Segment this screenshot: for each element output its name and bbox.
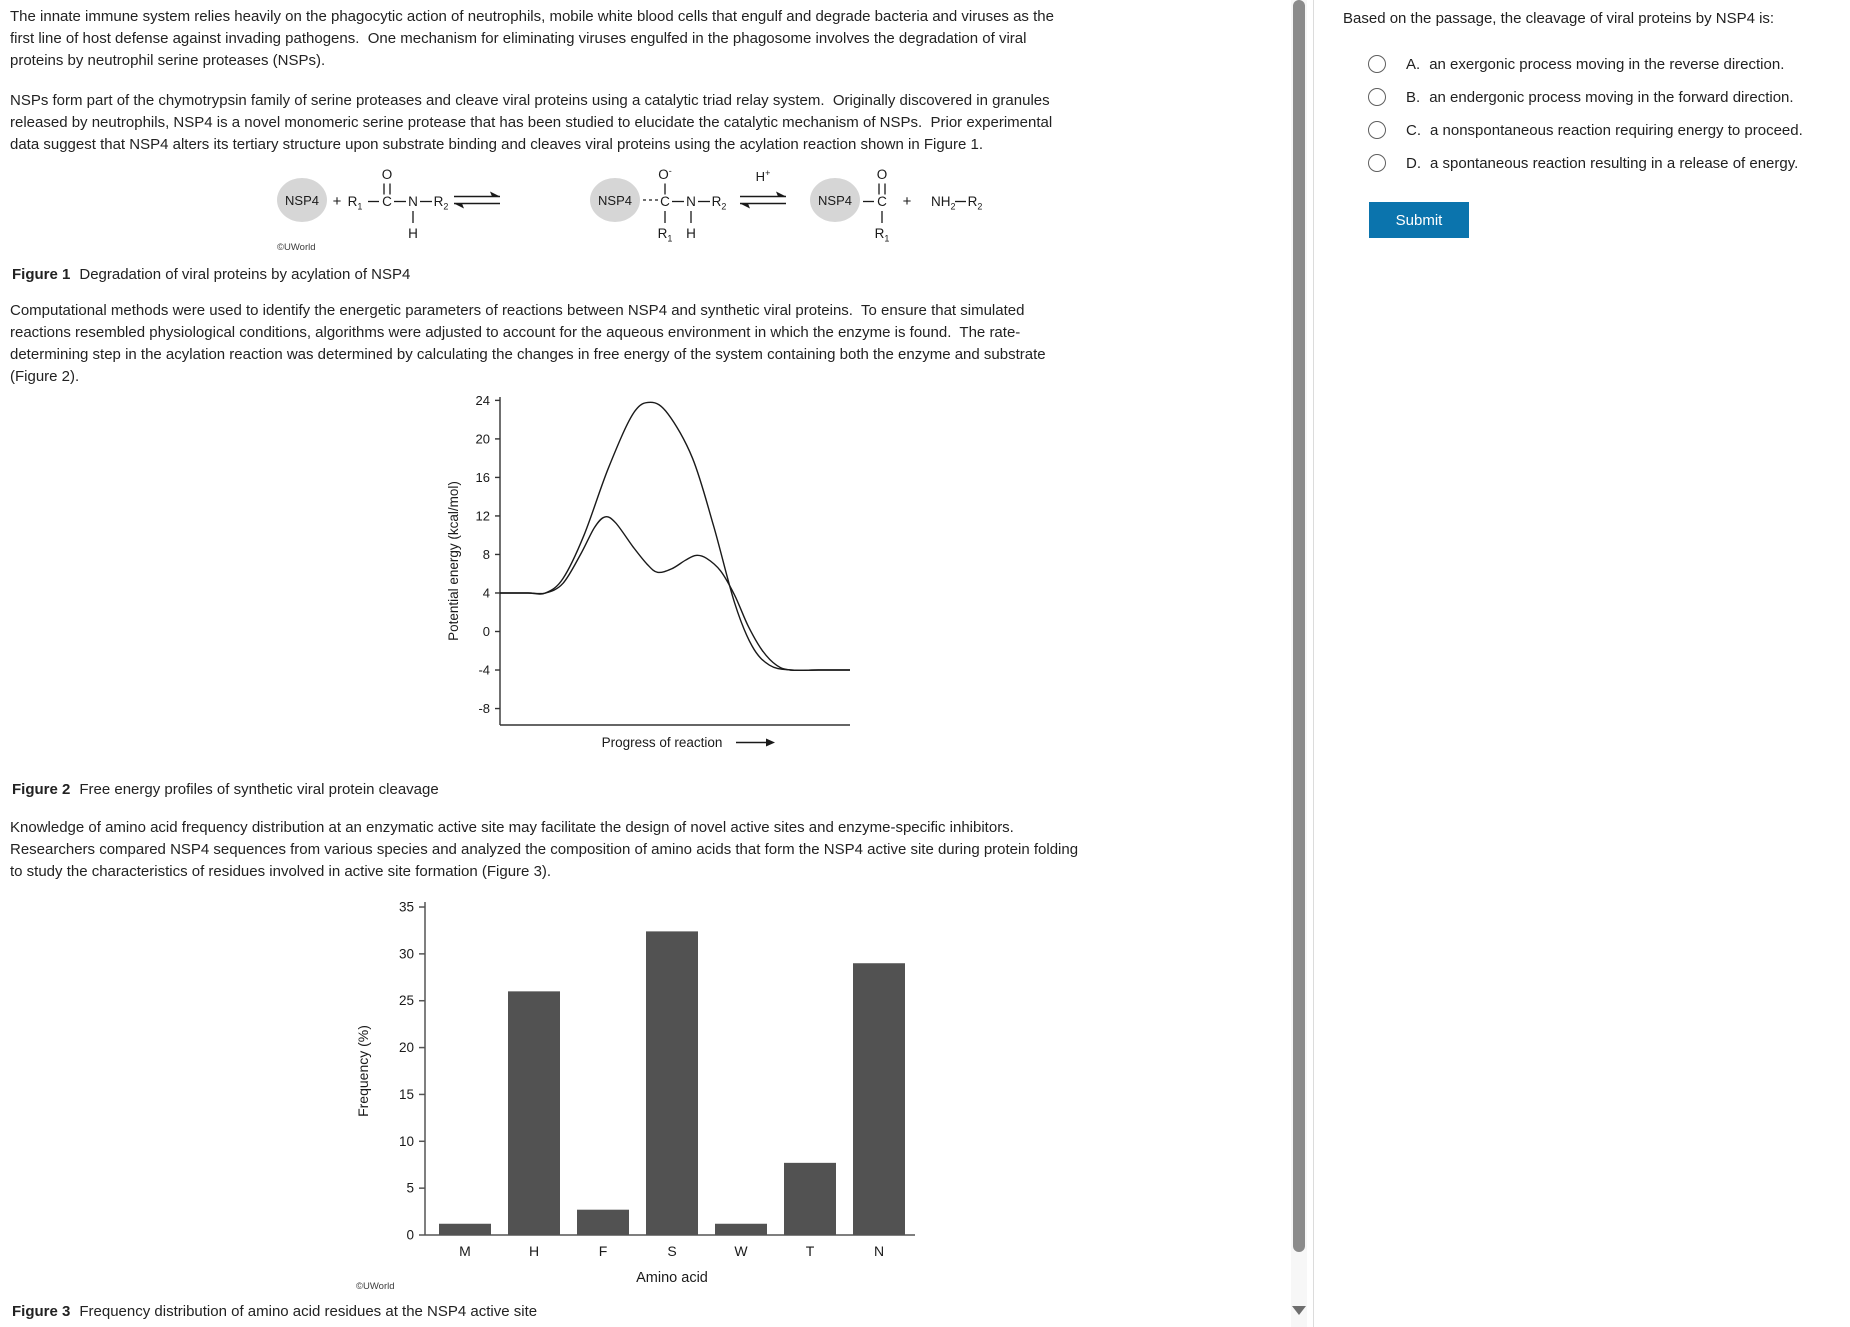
- submit-button[interactable]: Submit: [1369, 202, 1469, 238]
- svg-text:N: N: [408, 194, 418, 209]
- svg-text:NSP4: NSP4: [598, 193, 632, 208]
- svg-text:24: 24: [475, 392, 490, 408]
- option-text: an endergonic process moving in the forward direction.: [1429, 88, 1794, 106]
- figure-3-caption: [12, 1303, 537, 1320]
- svg-text:NH2: $NH_2$: [931, 194, 956, 212]
- svg-text:16: 16: [475, 469, 490, 485]
- svg-text:C: C: [382, 194, 392, 209]
- figure-3-caption-text: Frequency distribution of amino acid residues at the NSP4 active site: [79, 1303, 538, 1320]
- answer-option-c[interactable]: [1368, 120, 1803, 140]
- svg-text:30: 30: [398, 946, 414, 962]
- option-letter: D.: [1406, 154, 1421, 172]
- svg-text:C: C: [877, 194, 887, 209]
- svg-text:0: 0: [406, 1227, 414, 1243]
- svg-text:4: 4: [482, 585, 490, 601]
- svg-text:©UWorld: ©UWorld: [356, 1281, 395, 1292]
- option-letter: A.: [1406, 55, 1421, 73]
- svg-text:F: F: [598, 1243, 608, 1259]
- svg-text:N: N: [873, 1243, 885, 1259]
- svg-text:20: 20: [475, 431, 490, 447]
- svg-text:R1: $R_1$: [874, 226, 890, 244]
- svg-text:NSP4: NSP4: [285, 193, 319, 208]
- option-text: a spontaneous reaction resulting in a release of energy.: [1430, 154, 1799, 172]
- figure-2-energy-profile-chart: [440, 385, 880, 765]
- svg-text:R2: $R_2$: [711, 194, 727, 212]
- figure-1-caption-text: Degradation of viral proteins by acylation of NSP4: [79, 266, 411, 283]
- option-text: a nonspontaneous reaction requiring energy to proceed.: [1430, 121, 1803, 139]
- svg-text:Frequency (%): Frequency (%): [355, 1025, 371, 1117]
- svg-text:R1: $R_1$: [347, 194, 363, 212]
- svg-text:N: N: [686, 194, 696, 209]
- radio-button-a[interactable]: [1368, 55, 1386, 73]
- svg-text:S: S: [667, 1243, 677, 1259]
- svg-text:O: O: [876, 167, 888, 182]
- svg-text:R2: $R_2$: [433, 194, 449, 212]
- svg-text:0: 0: [482, 624, 490, 639]
- svg-text:5: 5: [406, 1180, 414, 1196]
- passage-paragraph-3: Computational methods were used to identify the energetic parameters of reactions between NSP4 and synthetic viral proteins. To ensure that simulated reactions resembled physiological conditions, algorithms were adjusted to account for the aqueous environment in which the enzyme is found. The rate-determining step in the acylation reaction was determined by calculating the changes in free energy of the system containing both the enzyme and substrate (Figure 2).: [10, 302, 1046, 385]
- svg-text:H: H: [528, 1243, 540, 1259]
- svg-text:W: W: [734, 1243, 748, 1259]
- svg-text:-4: -4: [478, 662, 490, 678]
- svg-text:25: 25: [398, 993, 414, 1009]
- svg-text:-8: -8: [478, 701, 490, 717]
- svg-text:R1: $R_1$: [657, 226, 673, 244]
- radio-button-c[interactable]: [1368, 121, 1386, 139]
- figure-1-caption: [12, 266, 410, 283]
- passage-paragraph-2: NSPs form part of the chymotrypsin family of serine proteases and cleave viral proteins using a catalytic triad relay system. Originally discovered in granules released by neutrophils, NSP4 is a novel monomeric serine protease that has been studied to elucidate the catalytic mechanism of NSPs. Prior experimental data suggest that NSP4 alters its tertiary structure upon substrate binding and cleaves viral proteins using the acylation reaction shown in Figure 1.: [10, 92, 1053, 153]
- svg-text:©UWorld: ©UWorld: [277, 242, 316, 253]
- svg-text:8: 8: [482, 546, 490, 562]
- figure-2-caption-text: Free energy profiles of synthetic viral protein cleavage: [79, 781, 439, 798]
- question-stem: Based on the passage, the cleavage of viral proteins by NSP4 is:: [1343, 10, 1775, 27]
- svg-text:T: T: [805, 1243, 815, 1259]
- figure-2-caption: [12, 781, 439, 798]
- svg-text:O-: O-: [658, 166, 672, 182]
- svg-text:H: H: [686, 226, 696, 241]
- svg-text:10: 10: [398, 1133, 414, 1149]
- answer-option-d[interactable]: [1368, 153, 1798, 173]
- svg-text:20: 20: [398, 1040, 414, 1056]
- svg-text:Potential energy (kcal/mol): Potential energy (kcal/mol): [446, 481, 461, 641]
- option-text: an exergonic process moving in the reverse direction.: [1429, 55, 1785, 73]
- option-letter: B.: [1406, 88, 1421, 106]
- passage-paragraph-1: The innate immune system relies heavily on the phagocytic action of neutrophils, mobile white blood cells that engulf and degrade bacteria and viruses as the first line of host defense against invading pathogens. One mechanism for eliminating viruses engulfed in the phagosome involves the degradation of viral proteins by neutrophil serine proteases (NSPs).: [10, 8, 1054, 69]
- svg-text:M: M: [459, 1243, 471, 1259]
- figure-2-caption-label: Figure 2: [12, 781, 71, 798]
- svg-text:Amino acid: Amino acid: [636, 1270, 708, 1286]
- option-letter: C.: [1406, 121, 1421, 139]
- answer-option-b[interactable]: [1368, 87, 1794, 107]
- svg-text:NSP4: NSP4: [818, 193, 852, 208]
- svg-text:H+: H+: [755, 168, 771, 184]
- figure-1-caption-label: Figure 1: [12, 266, 71, 283]
- svg-text:35: 35: [398, 899, 414, 915]
- figure-3-caption-label: Figure 3: [12, 1303, 71, 1320]
- svg-text:Progress of reaction: Progress of reaction: [601, 735, 723, 750]
- svg-text:15: 15: [398, 1086, 414, 1102]
- svg-text:12: 12: [475, 508, 490, 524]
- svg-text:C: C: [660, 194, 670, 209]
- svg-text:H: H: [408, 226, 418, 241]
- svg-text:O: O: [381, 167, 393, 182]
- passage-paragraph-4: Knowledge of amino acid frequency distribution at an enzymatic active site may facilitate the design of novel active sites and enzyme-specific inhibitors. Researchers compared NSP4 sequences from various species and analyzed the composition of amino acids that form the NSP4 active site during protein folding to study the characteristics of residues involved in active site formation (Figure 3).: [10, 819, 1079, 880]
- scrollbar-down-arrow-icon[interactable]: [1292, 1306, 1306, 1315]
- figure-3-bar-chart: [330, 888, 930, 1300]
- radio-button-b[interactable]: [1368, 88, 1386, 106]
- scrollbar-thumb[interactable]: [1293, 0, 1305, 1252]
- svg-text:+: +: [902, 193, 912, 210]
- svg-text:R2: $R_2$: [967, 194, 983, 212]
- radio-button-d[interactable]: [1368, 154, 1386, 172]
- figure-1-reaction-diagram: [215, 148, 1005, 263]
- panel-divider: [1313, 0, 1314, 1327]
- svg-text:+: +: [332, 193, 342, 210]
- answer-option-a[interactable]: [1368, 54, 1784, 74]
